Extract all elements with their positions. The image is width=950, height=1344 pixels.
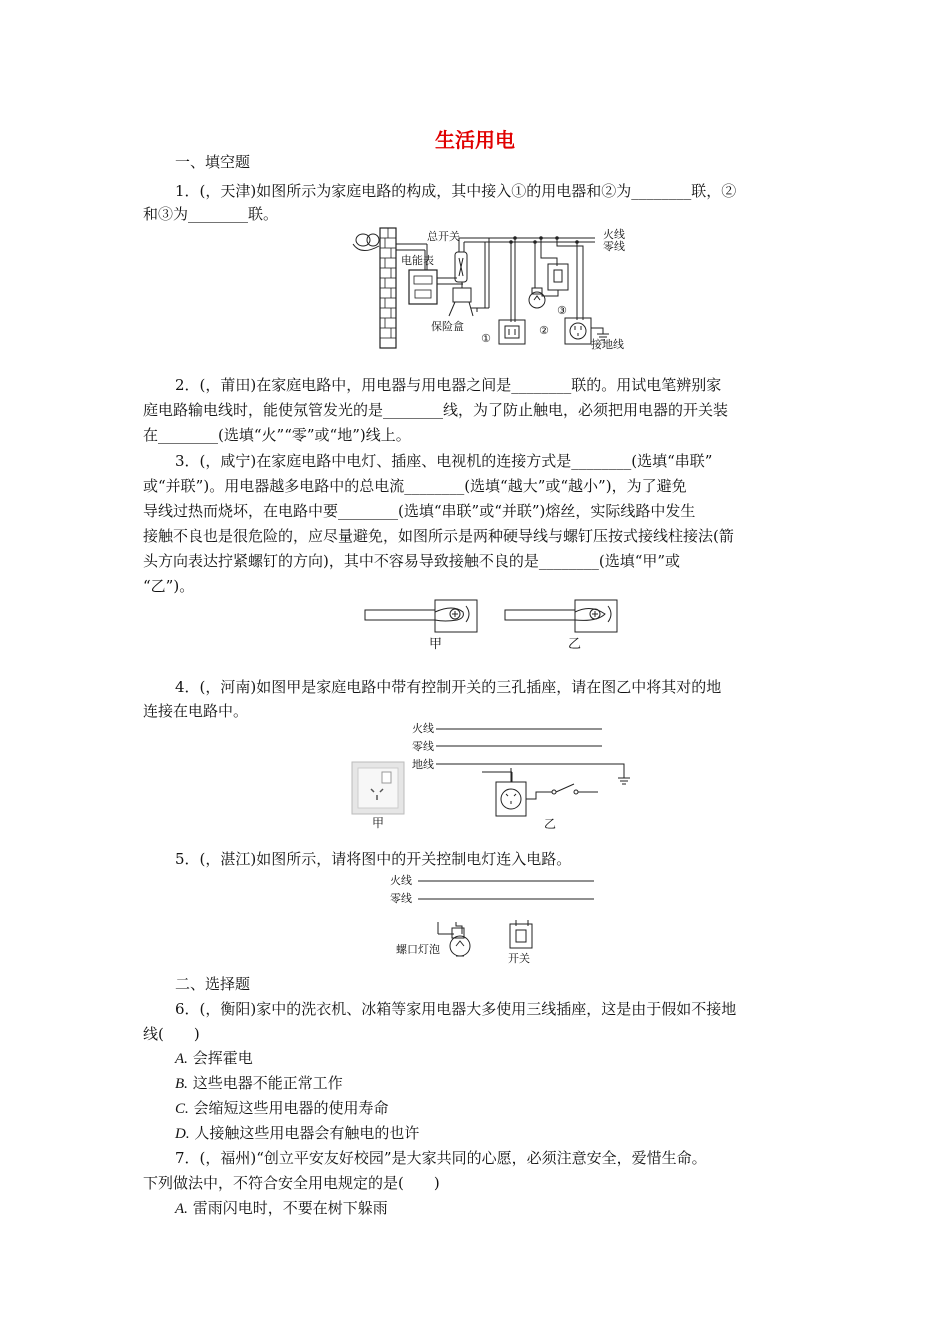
three-pin-outlet xyxy=(565,318,591,344)
screw-bulb xyxy=(450,936,470,956)
section-heading-fill-in: 一、填空题 xyxy=(175,153,251,171)
terminal-connection-figure xyxy=(365,600,625,652)
switched-socket-figure xyxy=(352,722,642,832)
question-6-option-b: B. 这些电器不能正常工作 xyxy=(175,1074,343,1092)
terminal-b-label: 乙 xyxy=(568,637,582,652)
question-3-line-1: 3．(，咸宁)在家庭电路中电灯、插座、电视机的连接方式是________(选填“串联” xyxy=(175,452,713,470)
question-3-line-4: 接触不良也是很危险的，应尽量避免，如图所示是两种硬导线与螺钉压按式接线柱接法(箭 xyxy=(143,527,734,545)
question-2-line-2: 庭电路输电线时，能使氖管发光的是________线，为了防止触电，必须把用电器的开关装 xyxy=(143,401,729,419)
switch-symbol xyxy=(556,784,574,792)
label-1: ① xyxy=(481,332,491,345)
label-2: ② xyxy=(539,324,549,337)
question-4-line-2: 连接在电路中。 xyxy=(143,702,249,720)
page-title: 生活用电 xyxy=(435,128,515,152)
question-3-line-5: 头方向表达拧紧螺钉的方向)，其中不容易导致接触不良的是________(选填“甲”或 xyxy=(143,552,681,570)
wall-switch-3 xyxy=(548,264,568,290)
question-3-line-6: “乙”)。 xyxy=(143,577,195,595)
question-7-option-a: A. 雷雨闪电时，不要在树下躲雨 xyxy=(175,1199,388,1217)
main-switch-label: 总开关 xyxy=(427,230,460,243)
fuse-box-label: 保险盒 xyxy=(431,320,464,333)
question-6-option-c: C. 会缩短这些用电器的使用寿命 xyxy=(175,1099,389,1117)
live-wire-label: 火线 xyxy=(603,228,625,241)
label-3: ③ xyxy=(557,304,567,317)
ground-wire-label: 接地线 xyxy=(591,338,624,351)
household-circuit-figure xyxy=(345,226,635,354)
question-3-line-3: 导线过热而烧坏，在电路中要________(选填“串联”或“并联”)熔丝，实际线路中发生 xyxy=(143,502,696,520)
question-5-line-1: 5．(，湛江)如图所示，请将图中的开关控制电灯连入电路。 xyxy=(175,850,572,868)
section-heading-choice: 二、选择题 xyxy=(175,975,251,993)
bulb-label: 螺口灯泡 xyxy=(396,943,440,956)
figure-b-label: 乙 xyxy=(544,817,557,831)
question-1-line-2: 和③为________联。 xyxy=(143,205,279,223)
outlet-1 xyxy=(499,320,525,344)
live-wire-label: 火线 xyxy=(412,722,434,735)
question-6-option-d: D. 人接触这些用电器会有触电的也许 xyxy=(175,1124,420,1142)
neutral-wire-label: 零线 xyxy=(390,892,412,905)
question-2-line-3: 在________(选填“火”“零”或“地”)线上。 xyxy=(143,426,411,444)
terminal-a-label: 甲 xyxy=(429,637,443,652)
figure-a-label: 甲 xyxy=(372,816,385,830)
question-4-line-1: 4．(，河南)如图甲是家庭电路中带有控制开关的三孔插座，请在图乙中将其对的地 xyxy=(175,678,722,696)
neutral-wire-label: 零线 xyxy=(603,240,625,253)
energy-meter xyxy=(409,270,437,304)
lamp-switch-figure xyxy=(390,872,610,964)
neutral-wire-label: 零线 xyxy=(412,740,434,753)
ground-wire-label: 地线 xyxy=(412,758,434,771)
question-2-line-1: 2．(，莆田)在家庭电路中，用电器与用电器之间是________联的。用试电笔辨别家 xyxy=(175,376,722,394)
terminal-a xyxy=(435,600,477,632)
switch-label: 开关 xyxy=(508,952,530,965)
question-6-line-2: 线( ) xyxy=(143,1025,200,1043)
question-7-line-2: 下列做法中，不符合安全用电规定的是( ) xyxy=(143,1174,440,1192)
meter-label: 电能表 xyxy=(401,254,434,267)
live-wire-label: 火线 xyxy=(390,874,412,887)
question-7-line-1: 7．(，福州)“创立平安友好校园”是大家共同的心愿，必须注意安全，爱惜生命。 xyxy=(175,1149,707,1167)
wall-switch xyxy=(510,924,532,948)
question-6-line-1: 6．(，衡阳)家中的洗衣机、冰箱等家用电器大多使用三线插座，这是由于假如不接地 xyxy=(175,1000,737,1018)
question-1-line-1: 1．(，天津)如图所示为家庭电路的构成，其中接入①的用电器和②为________联，② xyxy=(175,182,737,200)
question-6-option-a: A. 会挥霍电 xyxy=(175,1049,253,1067)
question-3-line-2: 或“并联”)。用电器越多电路中的总电流________(选填“越大”或“越小”)，为了避免 xyxy=(143,477,687,495)
